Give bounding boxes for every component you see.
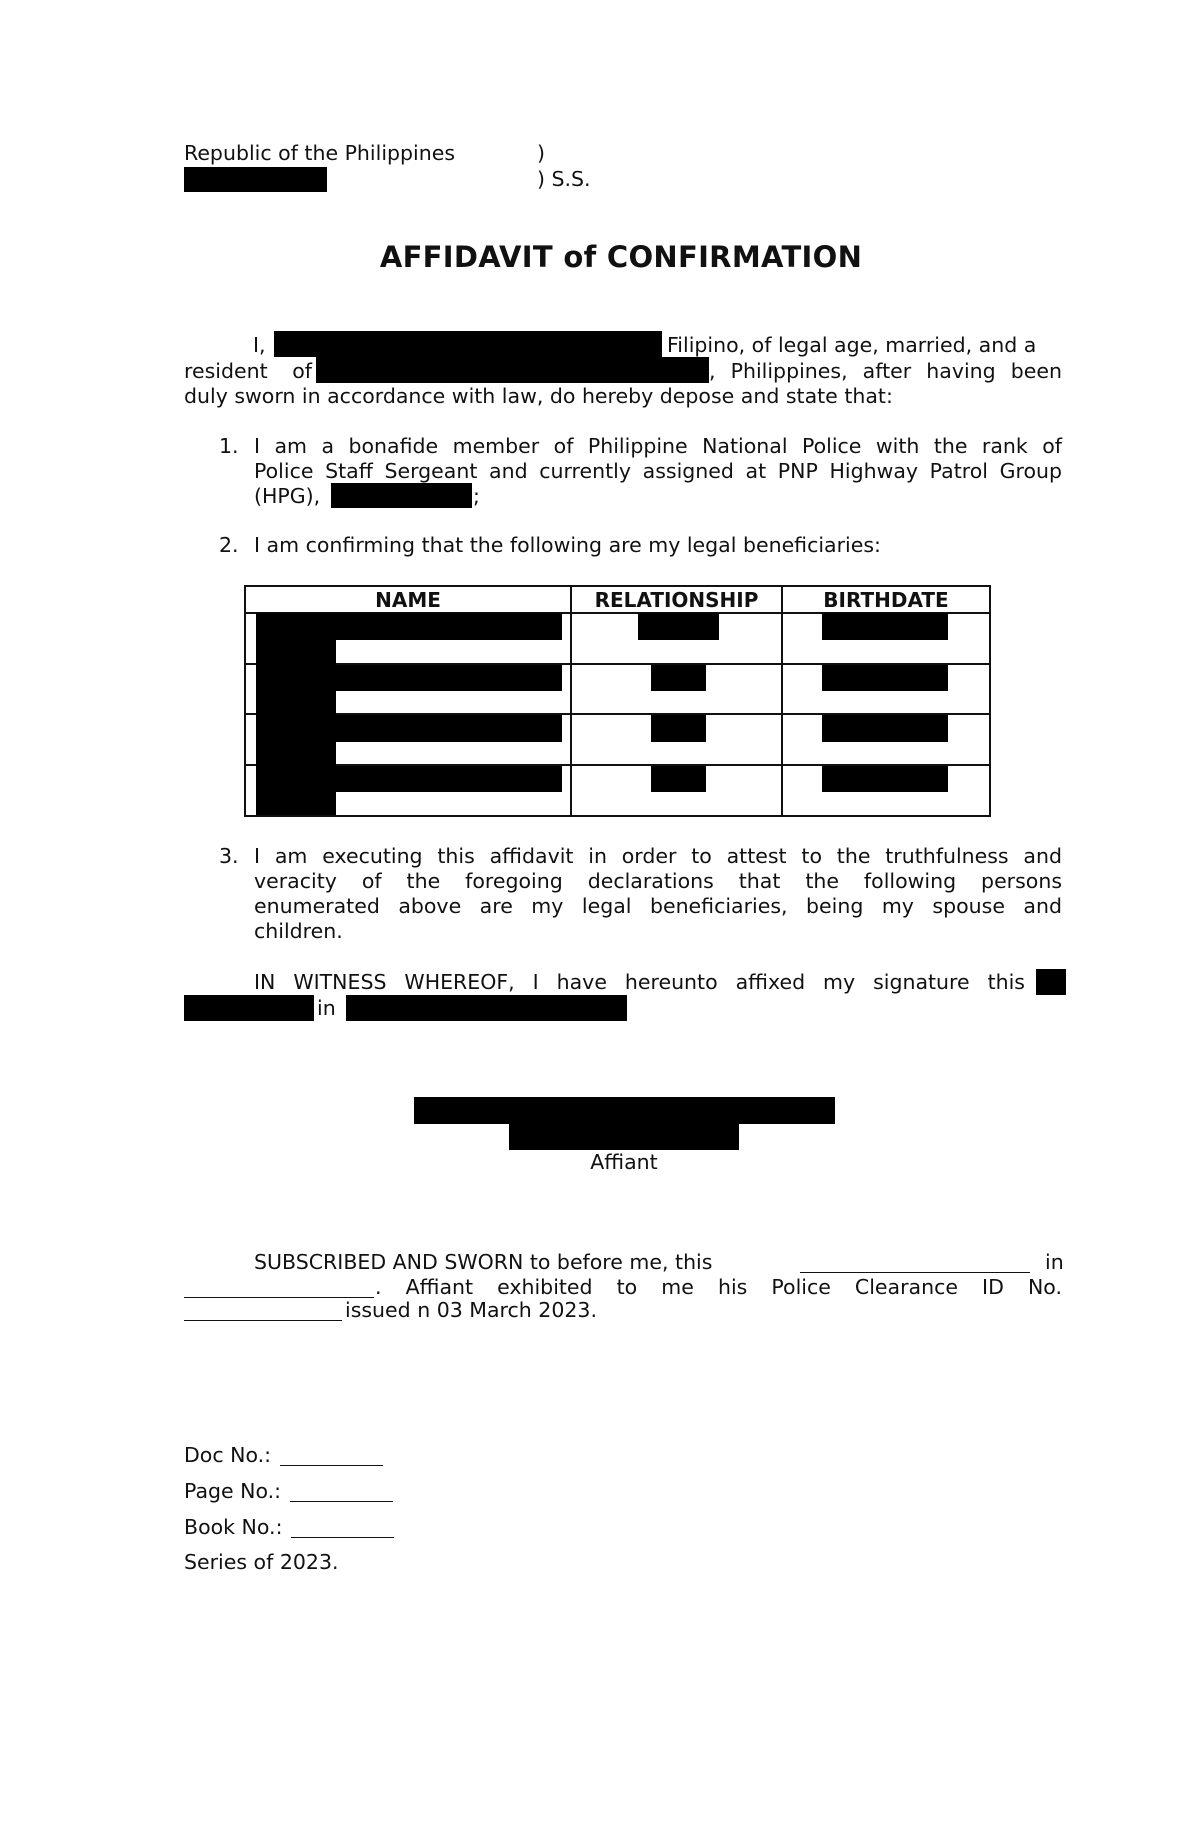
item-line: (HPG), <box>254 484 321 508</box>
blank-id-line <box>184 1320 342 1321</box>
redacted-affiant-signature-name <box>414 1097 835 1124</box>
witness-text: IN WITNESS WHEREOF, I have hereunto affixed my signature this <box>254 970 1025 994</box>
redacted-day <box>1036 969 1066 995</box>
redacted-birthdate <box>822 665 948 691</box>
item-line: children. <box>254 919 343 943</box>
intro-line1-rest: Filipino, of legal age, married, and a <box>667 333 1037 357</box>
redacted-relationship <box>638 613 719 640</box>
beneficiaries-table <box>244 585 991 817</box>
redacted-name <box>256 766 562 792</box>
item-number: 1. <box>219 434 239 458</box>
item-line: I am executing this affidavit in order to attest to the truthfulness and <box>254 844 1062 868</box>
table-column-divider <box>781 587 783 815</box>
redacted-month <box>184 995 314 1021</box>
redacted-birthdate <box>822 766 948 792</box>
item-number: 3. <box>219 844 239 868</box>
page-no-blank <box>290 1501 393 1502</box>
redacted-name <box>256 613 562 640</box>
intro-resident: resident of <box>184 359 312 383</box>
redacted-name <box>256 715 562 742</box>
item-line: Police Staff Sergeant and currently assigned at PNP Highway Patrol Group <box>254 459 1062 483</box>
redacted-unit <box>331 483 472 508</box>
jurat-line1-b: in <box>1045 1250 1064 1274</box>
jurat-line2: . Affiant exhibited to me his Police Clearance ID No. <box>375 1275 1062 1299</box>
item-number: 2. <box>219 533 239 557</box>
item-line: I am confirming that the following are my legal beneficiaries: <box>254 533 881 557</box>
ss-text: ) S.S. <box>537 167 591 191</box>
intro-i: I, <box>253 333 266 357</box>
book-no-label: Book No.: <box>184 1515 283 1539</box>
affiant-label: Affiant <box>590 1150 658 1174</box>
doc-no-label: Doc No.: <box>184 1443 272 1467</box>
book-no-blank <box>291 1537 394 1538</box>
table-header-relationship: RELATIONSHIP <box>594 588 759 612</box>
country-text: Republic of the Philippines <box>184 141 456 165</box>
jurat-line3: issued n 03 March 2023. <box>345 1298 597 1322</box>
blank-date-line <box>800 1272 1030 1273</box>
page-no-label: Page No.: <box>184 1479 282 1503</box>
redacted-relationship <box>651 715 706 742</box>
item-line: I am a bonafide member of Philippine National Police with the rank of <box>254 434 1062 458</box>
item-line: enumerated above are my legal beneficiaries, being my spouse and <box>254 894 1062 918</box>
series-text: Series of 2023. <box>184 1550 339 1574</box>
item-line: veracity of the foregoing declarations that the following persons <box>254 869 1062 893</box>
witness-in: in <box>317 996 336 1020</box>
table-header-birthdate: BIRTHDATE <box>823 588 949 612</box>
venue-paren: ) <box>537 141 545 165</box>
redacted-name <box>256 665 562 691</box>
redacted-venue <box>184 167 327 192</box>
intro-line2-rest: , Philippines, after having been <box>709 359 1062 383</box>
table-column-divider <box>570 587 572 815</box>
item-line-tail: ; <box>473 484 480 508</box>
document-title: AFFIDAVIT of CONFIRMATION <box>379 240 863 274</box>
redacted-birthdate <box>822 715 948 742</box>
redacted-affiant-details <box>509 1124 739 1150</box>
redacted-birthdate <box>822 613 948 640</box>
intro-line3: duly sworn in accordance with law, do hereby depose and state that: <box>184 384 893 408</box>
table-header-name: NAME <box>375 588 441 612</box>
jurat-line1-a: SUBSCRIBED AND SWORN to before me, this <box>254 1250 713 1274</box>
redacted-affiant-name <box>274 331 662 357</box>
doc-no-blank <box>280 1465 383 1466</box>
redacted-residence <box>316 357 709 383</box>
redacted-relationship <box>651 665 706 691</box>
redacted-relationship <box>651 766 706 792</box>
redacted-place <box>346 995 627 1021</box>
